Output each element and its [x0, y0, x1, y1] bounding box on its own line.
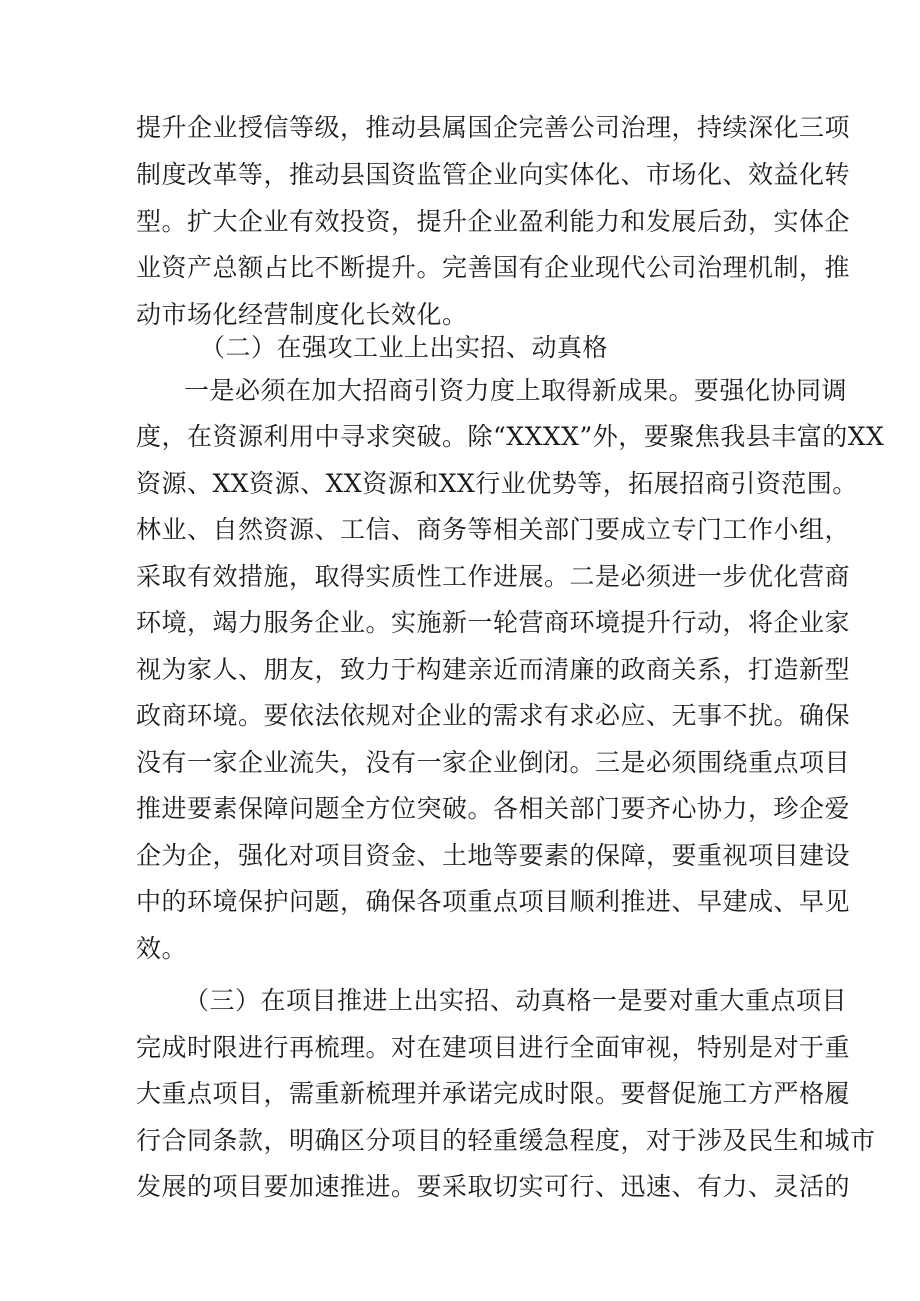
text-line: 发展的项目要加速推进。要采取切实可行、迅速、有力、灵活的 — [136, 1172, 851, 1201]
text-line: 动市场化经营制度化长效化。 — [136, 300, 468, 329]
text-line: 行合同条款，明确区分项目的轻重缓急程度，对于涉及民生和城市 — [136, 1126, 876, 1155]
text-line: 中的环境保护问题，确保各项重点项目顺利推进、早建成、早见 — [136, 887, 851, 916]
text-line: 型。扩大企业有效投资，提升企业盈利能力和发展后劲，实体企 — [136, 207, 851, 236]
text-line: 提升企业授信等级，推动县属国企完善公司治理，持续深化三项 — [136, 113, 851, 142]
text-line: 企为企，强化对项目资金、土地等要素的保障，要重视项目建设 — [136, 841, 851, 870]
text-line: 林业、自然资源、工信、商务等相关部门要成立专门工作小组， — [136, 515, 851, 544]
text-line: （三）在项目推进上出实招、动真格一是要对重大重点项目 — [184, 986, 848, 1015]
text-line: 效。 — [136, 934, 188, 963]
text-line: 采取有效措施，取得实质性工作进展。二是必须进一步优化营商 — [136, 562, 851, 591]
text-line: 政商环境。要依法依规对企业的需求有求必应、无事不扰。确保 — [136, 701, 851, 730]
text-line: 环境，竭力服务企业。实施新一轮营商环境提升行动，将企业家 — [136, 608, 851, 637]
text-line: 业资产总额占比不断提升。完善国有企业现代公司治理机制，推 — [136, 253, 851, 282]
text-line: 推进要素保障问题全方位突破。各相关部门要齐心协力，珍企爱 — [136, 794, 851, 823]
text-line: 完成时限进行再梳理。对在建项目进行全面审视，特别是对于重 — [136, 1033, 851, 1062]
text-line: 度，在资源利用中寻求突破。除“XXXX”外，要聚焦我县丰富的XX — [136, 422, 885, 451]
text-line: 大重点项目，需重新梳理并承诺完成时限。要督促施工方严格履 — [136, 1079, 851, 1108]
text-line: 没有一家企业流失，没有一家企业倒闭。三是必须围绕重点项目 — [136, 748, 851, 777]
text-line: 一是必须在加大招商引资力度上取得新成果。要强化协同调 — [184, 376, 848, 405]
text-line: 视为家人、朋友，致力于构建亲近而清廉的政商关系，打造新型 — [136, 655, 851, 684]
section-heading: （二）在强攻工业上出实招、动真格 — [200, 333, 609, 362]
text-line: 制度改革等，推动县国资监管企业向实体化、市场化、效益化转 — [136, 160, 851, 189]
text-line: 资源、XX资源、XX资源和XX行业优势等，拓展招商引资范围。 — [136, 469, 858, 498]
